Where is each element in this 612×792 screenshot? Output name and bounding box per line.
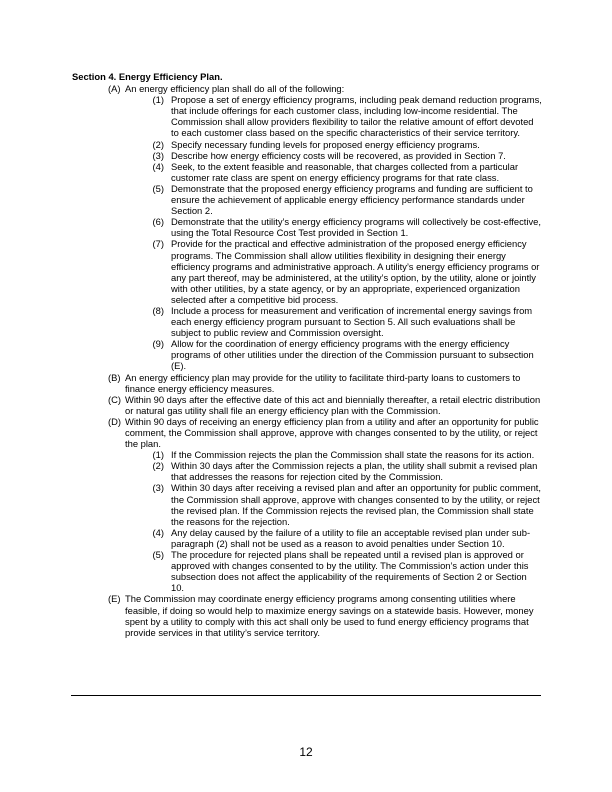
subsection-e xyxy=(108,593,542,637)
subsection-text: An energy efficiency plan shall do all of the following: xyxy=(125,83,345,95)
paragraph-label: (7) xyxy=(152,238,164,250)
paragraph-label: (5) xyxy=(152,182,164,194)
paragraph-text: Specify necessary funding levels for proposed energy efficiency programs. xyxy=(171,138,480,150)
paragraph-text: Allow for the coordination of energy efficiency programs with the energy efficiency programs of other utilities under the direction of the Commission pursuant to subsection (E). xyxy=(171,338,534,372)
subsection-b xyxy=(108,372,542,394)
paragraph-label: (2) xyxy=(152,138,164,150)
paragraph-label: (4) xyxy=(152,526,164,538)
paragraph-label: (8) xyxy=(152,304,164,316)
subsection-label: (C) xyxy=(108,393,122,405)
paragraph-label: (3) xyxy=(152,149,164,161)
paragraph-text: Any delay caused by the failure of a utility to file an acceptable revised plan under sub-paragraph (2) shall not be used as a reason to avoid penalties under Section 10. xyxy=(171,526,531,549)
subsection-label: (D) xyxy=(108,415,122,427)
paragraph-item xyxy=(146,183,542,216)
paragraph-text: Demonstrate that the utility’s energy efficiency programs will collectively be cost-effective, using the Total Resource Cost Test provided in Section 1. xyxy=(171,216,541,239)
paragraph-item xyxy=(146,161,542,183)
subsection-c xyxy=(108,394,542,416)
horizontal-rule xyxy=(71,695,541,696)
paragraph-item xyxy=(146,549,542,593)
paragraph-text: Provide for the practical and effective administration of the proposed energy efficiency programs. The Commission shall allow utilities flexibility in designing their energy efficiency programs and administrative approach. A utility’s energy efficiency programs or any part thereof, may be administered, at the utility’s option, by the utility, alone or jointly with other utilities, by a state agency, or by an appropriate, experienced organization selected after a competitive bid process. xyxy=(171,238,540,305)
subsection-d xyxy=(108,416,542,449)
paragraph-text: If the Commission rejects the plan the Commission shall state the reasons for its action. xyxy=(171,449,535,461)
subsection-label: (A) xyxy=(108,83,121,95)
paragraph-label: (1) xyxy=(152,449,164,461)
subsection-text: An energy efficiency plan may provide for the utility to facilitate third-party loans to customers to finance energy efficiency measures. xyxy=(125,371,521,394)
paragraph-item xyxy=(146,527,542,549)
paragraph-item xyxy=(146,238,542,305)
paragraph-label: (1) xyxy=(152,94,164,106)
paragraph-text: Demonstrate that the proposed energy efficiency programs and funding are sufficient to ensure the achievement of applicable energy efficiency performance standards under Section 2. xyxy=(171,182,533,217)
paragraph-item xyxy=(146,460,542,482)
subsection-text: The Commission may coordinate energy efficiency programs among consenting utilities where feasible, if doing so would help to maximize energy savings on a statewide basis. However, money spent by a utility to comply with this act shall only be used to fund energy efficiency programs that provide services in that utility’s service territory. xyxy=(125,593,534,638)
paragraph-item xyxy=(146,482,542,526)
subsection-label: (E) xyxy=(108,593,121,605)
subsection-text: Within 90 days after the effective date of this act and biennially thereafter, a retail electric distribution or natural gas utility shall file an energy efficiency plan with the Commission. xyxy=(125,393,541,416)
paragraph-text: Seek, to the extent feasible and reasonable, that charges collected from a particular customer rate class are spent on energy efficiency programs for that rate class. xyxy=(171,160,519,183)
paragraph-label: (5) xyxy=(152,549,164,561)
paragraph-text: Propose a set of energy efficiency programs, including peak demand reduction programs, that include offerings for each customer class, including low-income residential. The Commission shall allow providers flexibility to tailor the relative amount of effort devoted to each customer class based on the specific characteristics of their service territory. xyxy=(171,94,542,139)
subsection-text: Within 90 days of receiving an energy efficiency plan from a utility and after an opportunity for public comment, the Commission shall approve, approve with changes consented to by the utility, or reject the plan. xyxy=(125,415,539,450)
paragraph-label: (4) xyxy=(152,160,164,172)
subsection-a xyxy=(108,83,542,94)
page-number: 12 xyxy=(299,745,313,759)
section-body xyxy=(72,71,542,638)
paragraph-item xyxy=(146,150,542,161)
subsection-label: (B) xyxy=(108,371,121,383)
paragraph-label: (2) xyxy=(152,460,164,472)
paragraph-label: (9) xyxy=(152,338,164,350)
paragraph-text: Include a process for measurement and verification of incremental energy savings from each energy efficiency program pursuant to Section 5. All such evaluations shall be subject to public review and Commission oversight. xyxy=(171,304,533,339)
paragraph-item xyxy=(146,338,542,371)
paragraph-item xyxy=(146,305,542,338)
paragraph-text: Within 30 days after receiving a revised plan and after an opportunity for public comment, the Commission shall approve, approve with changes consented to by the utility, or reject the revised plan. If the Commission rejects the revised plan, the Commission shall state the reasons for the rejection. xyxy=(171,482,541,527)
paragraph-label: (3) xyxy=(152,482,164,494)
paragraph-label: (6) xyxy=(152,216,164,228)
paragraph-item xyxy=(146,139,542,150)
paragraph-item xyxy=(146,94,542,138)
paragraph-text: The procedure for rejected plans shall be repeated until a revised plan is approved or approved with changes consented to by the utility. The Commission’s action under this subsection does not affect the applicability of the requirements of Section 2 or Section 10. xyxy=(171,549,529,594)
section-heading: Section 4. Energy Efficiency Plan. xyxy=(72,71,223,82)
paragraph-text: Describe how energy efficiency costs will be recovered, as provided in Section 7. xyxy=(171,149,506,161)
paragraph-item xyxy=(146,449,542,460)
paragraph-text: Within 30 days after the Commission rejects a plan, the utility shall submit a revised plan that addresses the reasons for rejection cited by the Commission. xyxy=(171,460,538,483)
paragraph-item xyxy=(146,216,542,238)
